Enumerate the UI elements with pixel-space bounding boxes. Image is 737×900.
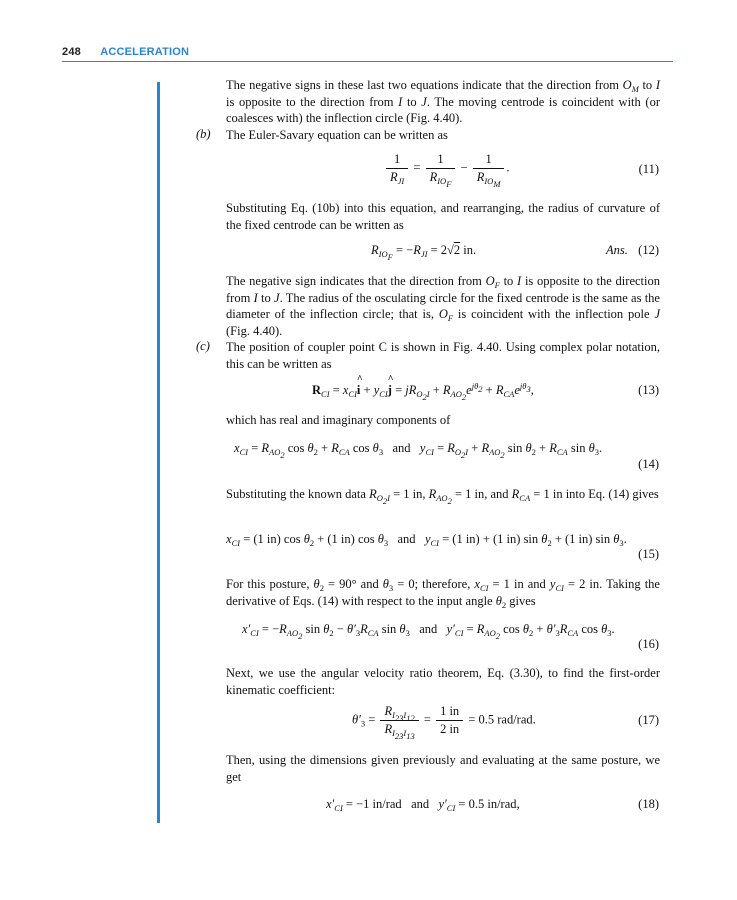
equation-18: $x'_{CI} = -1$ in/rad and $y'_{CI} = 0.5$ in/rad,: [326, 797, 520, 813]
paragraph-8: For this posture, $\theta_2 = 90^\circ$ and $\theta_3 = 0$; therefore, $x_{CI} = 1$ in and $y_{CI} = 2$ in. Taking the derivative of Eqs. (14) with respect to the input angle $\theta_2$ gives: [226, 577, 660, 610]
eq-number-18: (18): [638, 797, 659, 811]
paragraph-2: The Euler-Savary equation can be written as: [226, 128, 448, 142]
paragraph-9: Next, we use the angular velocity ratio theorem, Eq. (3.30), to find the first-order kinematic coefficient:: [226, 666, 660, 697]
equation-14: $x_{CI} = R_{AO_2}$ $\cos \theta_2 + R_{CA}$ $\cos \theta_3$ and $y_{CI} = R_{O_2I} + R_{AO_2}$ $\sin \theta_2 + R_{CA}$ $\sin \theta_3$.: [234, 441, 603, 460]
equation-13: $R_{CI} = x_{CI}i$ ^ + $y_{CI}j$ ^ = $jR_{O_2I} + R_{AO_2}e^{j\theta_2} + R_{CA}e^{j\theta_3}$,: [312, 383, 534, 398]
eq14-connector: and: [392, 441, 411, 455]
paragraph-1: The negative signs in these last two equations indicate that the direction from $O_M$ to I is opposite to the direction from I to J. The moving centrode is coincident with (or coalesces with) the inflection circle (Fig. 4.40).: [226, 78, 660, 126]
eq-number-11: (11): [638, 162, 659, 176]
eq-number-14: (14): [638, 457, 659, 471]
equation-15: $x_{CI} = (1$ in) $\cos \theta_2 + (1$ in) $\cos \theta_3$ and $y_{CI} = (1$ in) + (1 in) $\sin \theta_2 + (1$ in) $\sin \theta_3$.: [226, 532, 627, 548]
equation-17: $\theta'_3$ = $\frac{R_{I_{23}I_{12}}}{R_{I_{23}I_{13}}}$ = $\frac{1 in}{2 in}$ = 0.5 rad/rad.: [352, 704, 536, 741]
paragraph-4: The negative sign indicates that the direction from $O_F$ to I is opposite to the direction from I to J. The radius of the osculating circle for the fixed centrode is the same as the diameter of the inflection circle; that is, $O_F$ is coincident with the inflection pole J (Fig. 4.40).: [226, 274, 660, 338]
eq15-connector: and: [397, 532, 416, 546]
eq-number-12: (12): [638, 243, 659, 257]
equation-16: $x'_{CI} = -R_{AO_2}$ $\sin \theta_2 - \theta'_3R_{CA}$ $\sin \theta_3$ and $y'_{CI} = R_{AO_2}$ $\cos \theta_2 + \theta'_3R_{CA}$ $\cos \theta_3$.: [242, 622, 615, 641]
eq-number-17: (17): [638, 713, 659, 727]
paragraph-7: Substituting the known data $R_{O_2I} = 1$ in, $R_{AO_2} = 1$ in, and $R_{CA} = 1$ in into Eq. (14) gives: [226, 487, 659, 506]
header-rule: [62, 61, 673, 62]
page-header: [62, 46, 189, 58]
paragraph-5: The position of coupler point C is shown in Fig. 4.40. Using complex polar notation, this can be written as: [226, 340, 660, 371]
eq18-connector: and: [411, 797, 430, 811]
label-c: (c): [196, 339, 210, 353]
section-title: ACCELERATION: [100, 46, 190, 58]
eq-number-15: (15): [638, 547, 659, 561]
margin-bar: [157, 82, 160, 823]
equation-11: $\frac{1}{R_{JI}}$ = $\frac{1}{R_{IO_F}}$ − $\frac{1}{R_{IO_M}}$ .: [384, 152, 510, 185]
eq16-connector: and: [419, 622, 438, 636]
paragraph-6: which has real and imaginary components of: [226, 413, 451, 427]
paragraph-3: Substituting Eq. (10b) into this equation, and rearranging, the radius of curvature of the fixed centrode can be written as: [226, 201, 660, 232]
eq-number-16: (16): [638, 637, 659, 651]
equation-12: $R_{IO_F} = -R_{JI} = 2√2$ in.: [371, 243, 477, 262]
eq-number-13: (13): [638, 383, 659, 397]
page-number: 248: [62, 46, 81, 58]
label-b: (b): [196, 127, 211, 141]
ans-tag: Ans.: [606, 243, 628, 257]
paragraph-10: Then, using the dimensions given previously and evaluating at the same posture, we get: [226, 753, 660, 784]
